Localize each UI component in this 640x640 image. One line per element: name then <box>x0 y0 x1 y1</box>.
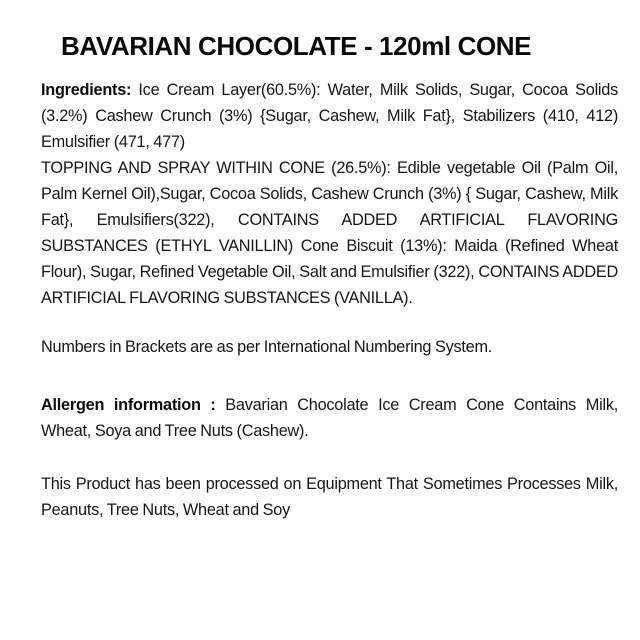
ingredients-label: Ingredients: <box>41 81 132 99</box>
allergen-text: Bavarian Chocolate Ice Cream Cone Contains Milk, Wheat, Soya and Tree Nuts (Cashew). <box>41 396 618 440</box>
ingredients-text: Ice Cream Layer(60.5%): Water, Milk Solids, Sugar, Cocoa Solids (3.2%) Cashew Crunch (3%) {Sugar, Cashew, Milk Fat}, Stabilizers (410, 412) Emulsifier (471, 477) <box>41 81 618 151</box>
allergen-label: Allergen information : <box>41 396 216 414</box>
numbering-note: Numbers in Brackets are as per International Numbering System. <box>41 338 493 356</box>
allergen-paragraph <box>41 392 618 444</box>
ingredients-paragraph <box>41 77 618 311</box>
product-title: BAVARIAN CHOCOLATE - 120ml CONE <box>61 31 532 61</box>
topping-text: TOPPING AND SPRAY WITHIN CONE (26.5%): Edible vegetable Oil (Palm Oil, Palm Kernel Oil),Sugar, Cocoa Solids, Cashew Crunch (3%) { Sugar, Cashew, Milk Fat}, Emulsifiers(322), CONTAINS ADDED ARTIFICIAL FLAVORING SUBSTANCES (ETHYL VANILLIN) Cone Biscuit (13%): Maida (Refined Wheat Flour), Sugar, Refined Vegetable Oil, Salt and Emulsifier (322), CONTAINS ADDED ARTIFICIAL FLAVORING SUBSTANCES (VANILLA). <box>41 159 618 307</box>
processing-note: This Product has been processed on Equipment That Sometimes Processes Milk, Peanuts, Tree Nuts, Wheat and Soy <box>41 475 618 519</box>
